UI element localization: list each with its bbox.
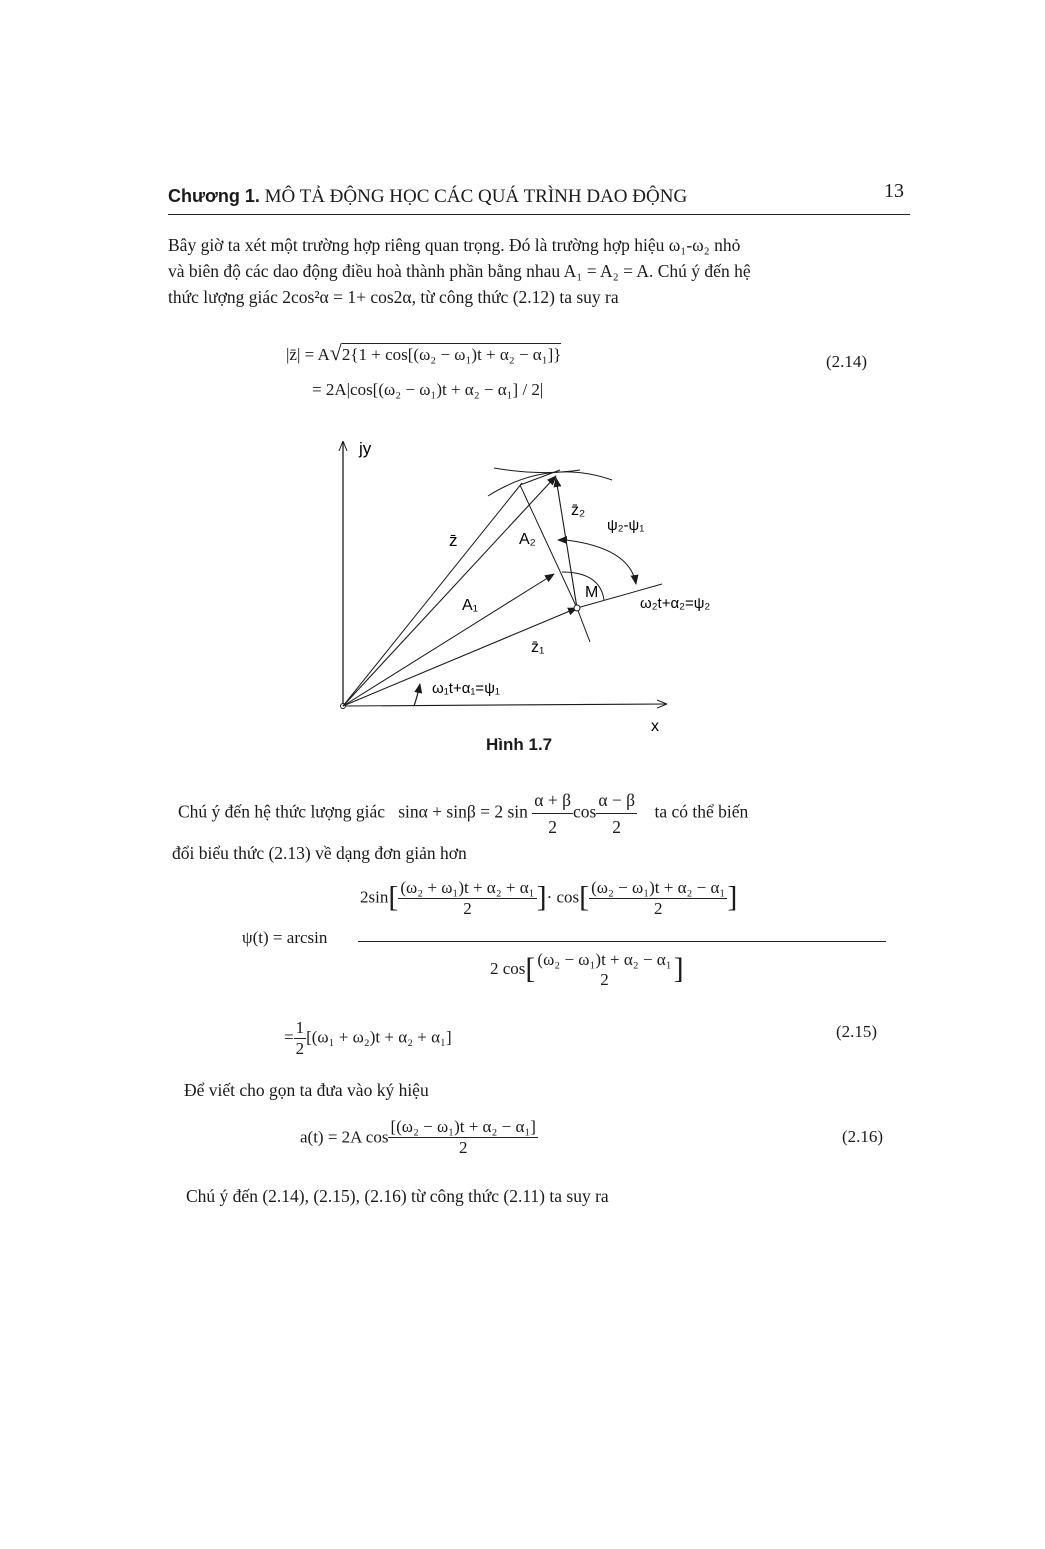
den-2cos: 2 cos — [490, 958, 526, 978]
half-den: 2 — [295, 1039, 305, 1058]
page-number: 13 — [884, 180, 904, 202]
vector-z-alt — [343, 483, 522, 706]
intro-line-3: thức lượng giác 2cos²α = 1+ cos2α, từ công thức (2.12) ta suy ra — [168, 287, 619, 307]
den-inner: (ω₂ − ω₁)t + α₂ − α₁ — [537, 950, 672, 969]
label-psi-diff: ψ₂-ψ₁ — [607, 517, 645, 534]
label-phase1: ω₁t+α₁=ψ₁ — [432, 680, 500, 697]
bracket-close-3: ] — [673, 951, 684, 985]
intro-line-1: Bây giờ ta xét một trường hợp riêng quan trọng. Đó là trường hợp hiệu ω₁-ω₂ nhỏ — [168, 235, 741, 255]
chapter-title: MÔ TẢ ĐỘNG HỌC CÁC QUÁ TRÌNH DAO ĐỘNG — [264, 186, 688, 207]
frac2-num: α − β — [596, 787, 637, 814]
point-m — [574, 605, 580, 611]
intro-line-2: và biên độ các dao động điều hoà thành phần bằng nhau A₁ = A₂ = A. Chú ý đến hệ — [168, 261, 751, 281]
eq-2-16-lhs: a(t) = 2A cos — [300, 1127, 389, 1147]
angle-phase1 — [414, 684, 420, 706]
eq-2-15-numerator — [360, 878, 737, 919]
eq-2-15-denominator — [490, 950, 684, 990]
eq-2-15-line2 — [284, 1018, 452, 1059]
frac1-num: α + β — [532, 787, 573, 814]
den-den: 2 — [600, 970, 609, 989]
m-tick — [577, 608, 590, 642]
label-z: z̄ — [449, 531, 458, 550]
label-jy: jy — [359, 439, 372, 458]
eq-2-14-line2: = 2A|cos[(ω₂ − ω₁)t + α₂ − α₁] / 2| — [312, 380, 544, 399]
running-header — [168, 186, 687, 208]
bracket-open-3: [ — [525, 951, 536, 985]
frac1-den: 2 — [548, 817, 558, 837]
eq-2-14-radicand: 2{1 + cos[(ω₂ − ω₁)t + α₂ − α₁]} — [341, 345, 562, 364]
bracket-close: ] — [536, 880, 547, 914]
eq-2-16-number: (2.16) — [842, 1127, 884, 1146]
line2-eq: = — [284, 1027, 294, 1047]
eq-2-15-lhs: ψ(t) = arcsin — [242, 928, 328, 947]
eq-2-16-den: 2 — [458, 1138, 468, 1157]
num-a-inner: (ω₂ + ω₁)t + α₂ + α₁ — [400, 878, 535, 897]
header-rule — [168, 214, 910, 215]
eq-2-15-number: (2.15) — [836, 1022, 878, 1041]
arc-outer — [488, 472, 612, 496]
vector-z2 — [556, 478, 577, 608]
label-phase2: ω₂t+α₂=ψ₂ — [640, 595, 711, 612]
eq-2-16-num: [(ω₂ − ω₁)t + α₂ − α₁] — [390, 1117, 536, 1136]
num-b-fraction — [589, 878, 727, 919]
eq-2-15-main-fraction-bar — [358, 941, 886, 942]
para2-post: ta có thể biến — [654, 801, 749, 822]
label-x: x — [651, 718, 659, 735]
den-fraction — [535, 950, 673, 990]
para3: Để viết cho gọn ta đưa vào ký hiệu — [184, 1080, 429, 1100]
eq-2-14-number: (2.14) — [826, 352, 868, 371]
eq-2-16-fraction — [388, 1117, 538, 1158]
line2-body: [(ω₁ + ω₂)t + α₂ + α₁] — [306, 1027, 452, 1047]
half-num: 1 — [295, 1018, 305, 1037]
eq-2-14-lhs: |z̄| = A — [286, 345, 330, 364]
num-dot-cos: · cos — [546, 887, 580, 907]
label-z2: z̄₂ — [571, 502, 586, 519]
num-b-den: 2 — [654, 899, 663, 918]
vector-z — [343, 476, 556, 706]
chapter-label: Chương 1. — [168, 186, 260, 206]
label-a2: A₂ — [519, 531, 536, 548]
frac-alpha-plus-beta — [532, 787, 573, 840]
label-a1: A₁ — [462, 597, 479, 614]
x-axis — [343, 704, 666, 706]
num-b-inner: (ω₂ − ω₁)t + α₂ − α₁ — [591, 878, 726, 897]
figure-1-7 — [320, 430, 740, 740]
bracket-close-2: ] — [727, 880, 738, 914]
para2-line1 — [178, 787, 748, 840]
num-a-den: 2 — [463, 899, 472, 918]
figure-caption: Hình 1.7 — [486, 735, 553, 754]
arc-top — [494, 468, 580, 473]
para2-formula-lhs: sinα + sinβ = 2 sin — [398, 801, 528, 822]
half-fraction — [294, 1018, 307, 1059]
frac-alpha-minus-beta — [596, 787, 637, 840]
label-z1: z̄₁ — [531, 639, 545, 656]
bracket-open: [ — [388, 880, 399, 914]
para2-pre: Chú ý đến hệ thức lượng giác — [178, 801, 386, 822]
num-2sin: 2sin — [360, 887, 389, 907]
eq-2-16 — [300, 1117, 538, 1158]
para4: Chú ý đến (2.14), (2.15), (2.16) từ công thức (2.11) ta suy ra — [186, 1186, 609, 1206]
angle-psi-diff — [566, 540, 636, 584]
para2-cos: cos — [573, 801, 597, 822]
sqrt-sign: √ — [329, 340, 342, 365]
eq-2-14-line1 — [286, 340, 561, 366]
bracket-open-2: [ — [579, 880, 590, 914]
num-a-fraction — [398, 878, 536, 919]
label-m: M — [585, 584, 599, 601]
para2-line2: đổi biểu thức (2.13) về dạng đơn giản hơn — [172, 843, 467, 863]
frac2-den: 2 — [612, 817, 622, 837]
